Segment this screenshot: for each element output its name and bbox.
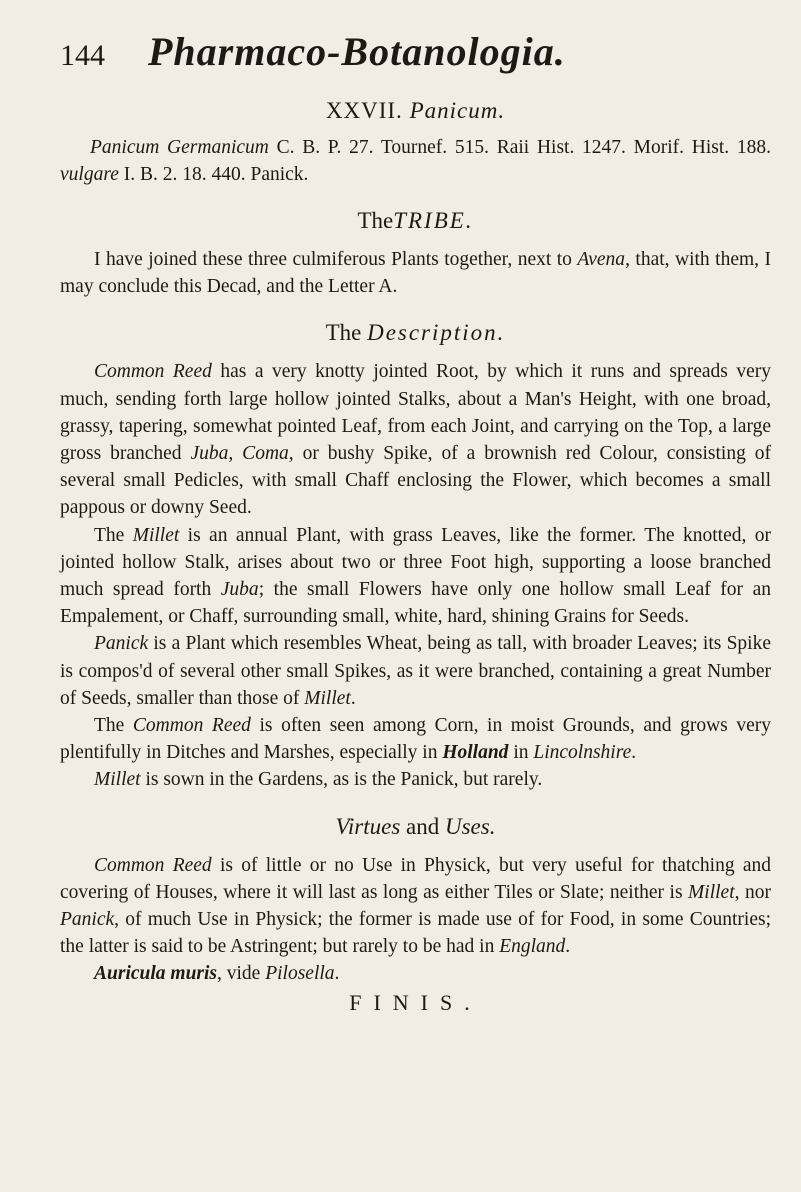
p4-g: . (631, 742, 637, 764)
p4-e: in (508, 742, 534, 764)
p4-f: Lincolnshire (533, 742, 632, 764)
reference-rest: I. B. 2. 18. 440. Panick. (118, 164, 309, 185)
p2-a: The (94, 524, 133, 546)
cross-ref-c: Pilosella (265, 963, 335, 985)
p2-b: Millet (132, 524, 180, 546)
synonym-references (60, 134, 771, 188)
description-heading-the: The (325, 320, 362, 346)
tribe-heading-word: TRIBE. (393, 208, 474, 233)
cross-ref-d: . (334, 963, 340, 985)
tribe-heading (60, 208, 771, 234)
v-d: , nor (734, 881, 772, 903)
virtues-paragraph (60, 852, 771, 961)
virtues-heading-and: and (406, 813, 440, 839)
chapter-heading (60, 98, 771, 124)
p4-a: The (94, 715, 133, 737)
plant-name: Panicum Germanicum (90, 137, 269, 158)
v-f: , of much Use in Physick; the former is made use of for Food, in some Countries; the latter is said to be Astringent; but rarely to be had in (60, 909, 771, 958)
chapter-title: Panicum. (409, 98, 506, 123)
description-heading-word: Description. (367, 320, 506, 346)
description-heading (60, 320, 771, 346)
cross-ref-b: , vide (217, 963, 266, 985)
tribe-text-avena: Avena (577, 249, 626, 270)
p1-b: has a very knotty jointed Root, by which it runs and spreads very much, sending forth large hollow jointed Stalks, about a Man's Height, with one broad, grassy, tapering, somewhat pointed Leaf, from each Joint, and carrying on the Top, a large gross branched (60, 361, 771, 465)
description-paragraph-4 (60, 712, 771, 766)
p2-c: is an annual Plant, with grass Leaves, like the former. The knotted, or jointed hollow Stalk, arises about two or three Foot high, supporting a loose branched much spread forth (60, 524, 771, 601)
running-title: Pharmaco-Botanologia. (148, 29, 566, 74)
v-c: Millet (688, 881, 735, 903)
virtues-heading-uses: Uses. (444, 813, 496, 839)
p3-c: Millet (304, 687, 351, 709)
reference-vulgare: vulgare (60, 164, 119, 185)
tribe-heading-the: The (357, 208, 394, 233)
description-paragraph-5 (60, 766, 771, 793)
v-h: . (565, 936, 571, 958)
finis: FINIS. (349, 989, 482, 1015)
tribe-text-2: , that, with them, I may conclude this Decad, and the Letter A. (60, 249, 771, 298)
description-paragraph-2 (60, 522, 771, 631)
p4-b: Common Reed (132, 715, 251, 737)
virtues-heading (60, 814, 771, 840)
v-b: is of little or no Use in Physick, but very useful for thatching and covering of Houses, where it will last as long as either Tiles or Slate; neither is (60, 854, 771, 903)
page-number: 144 (60, 39, 105, 72)
p3-b: is a Plant which resembles Wheat, being as tall, with broader Leaves; its Spike is compos'd of several other small Spikes, as it were branched, containing a great Number of Seeds, smaller than those of (60, 633, 771, 709)
p1-d: or bushy Spike, of a brownish red Colour, consisting of several small Pedicles, with small Chaff enclosing the Flower, which becomes a small pappous or downy Seed. (60, 443, 771, 519)
v-a: Common Reed (94, 854, 212, 876)
chapter-numeral: XXVII. (325, 98, 403, 123)
description-paragraph-3 (60, 630, 771, 712)
p5-a: Millet (94, 769, 141, 791)
tribe-paragraph (60, 246, 771, 300)
p2-e: ; the small Flowers have only one hollow small Leaf for an Empalement, or Chaff, surrounding small, white, hard, shining Grains for Seeds. (60, 579, 771, 628)
p1-a: Common Reed (94, 361, 212, 383)
reference-citation: C. B. P. 27. Tournef. 515. Raii Hist. 1247. Morif. Hist. 188. (268, 137, 771, 158)
p3-d: . (350, 687, 356, 709)
p1-c: Juba, Coma, (190, 443, 294, 465)
v-g: England (499, 936, 566, 958)
cross-reference (60, 960, 771, 987)
p5-b: is sown in the Gardens, as is the Panick, but rarely. (140, 769, 543, 791)
p2-d: Juba (220, 579, 259, 601)
page-header (60, 28, 771, 82)
tribe-text-1: I have joined these three culmiferous Plants together, next to (94, 249, 578, 270)
v-e: Panick (60, 909, 115, 931)
virtues-heading-virtues: Virtues (335, 813, 401, 839)
p4-d: Holland (442, 742, 509, 764)
description-paragraph-1 (60, 358, 771, 521)
p4-c: is often seen among Corn, in moist Grounds, and grows very plentifully in Ditches and Marshes, especially in (60, 715, 771, 764)
p3-a: Panick (94, 633, 149, 655)
cross-ref-a: Auricula muris (94, 963, 218, 985)
